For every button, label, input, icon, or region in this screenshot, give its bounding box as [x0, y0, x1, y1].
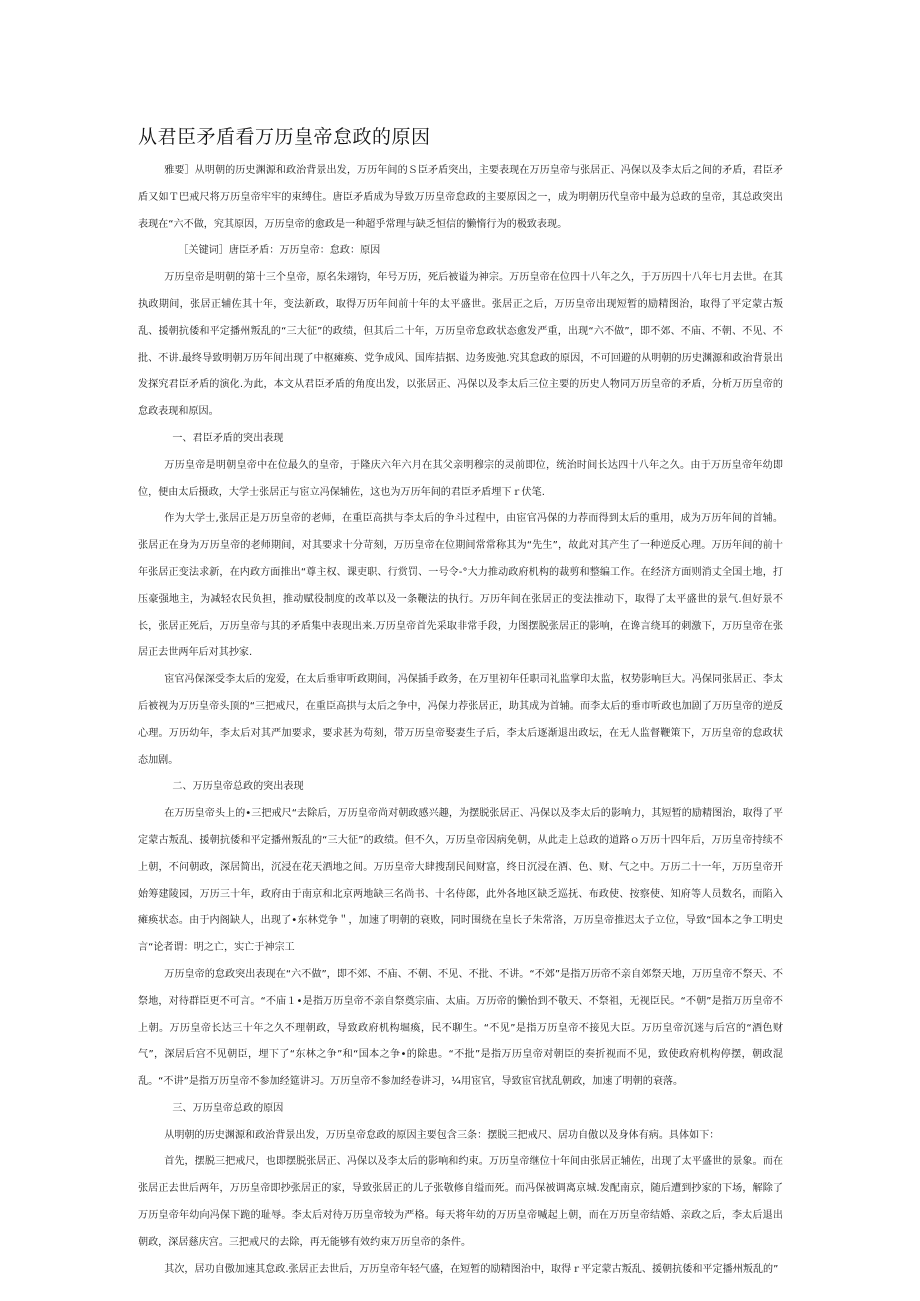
section-heading-2: 二、万历皇帝总政的突出表现	[172, 781, 304, 793]
section3-paragraph-2: 首先，摆脱三把戒尺，也即摆脱张居正、冯保以及李太后的影响和约束。万历皇帝继位十年间由张居正辅佐，出现了太平盛世的景象。而在张居正去世后两年，万历皇帝即抄张居正的家，导致张居正的儿子张敬修自缢而死。而冯保被调离京城.发配南京，随后遭到抄家的下场，解除了万历皇帝年幼向冯保下跪的耻辱。李太后对待万历皇帝较为严格。每天将年幼的万历皇帝喊起上朝，而在万历皇帝结婚、亲政之后，李太后退出朝政，深居慈庆宫。三把戒尺的去除，再无能够有效约束万历皇帝的条件。	[138, 1156, 783, 1248]
intro-paragraph: 万历皇帝是明朝的第十三个皇帝，原名朱翊钧，年号万历，死后被谥为神宗。万历皇帝在位四十八年之久，于万历四十八年七月去世。在其执政期间，张居正辅佐其十年，变法新政，取得万历年间前十年的太平盛世。张居正之后，万历皇帝出现短暂的励精图治，取得了平定蒙古叛乱、援朝抗倭和平定播州叛乱的“三大征”的政绩，但其后二十年，万历皇帝怠政状态愈发严重，出现“六不做”，即不郊、不庙、不朝、不见、不批、不讲.最终导致明朝万历年间出现了中枢瘫痪、党争成风、国库拮据、边务废弛.究其怠政的原因，不可回避的从明朝的历史渊源和政治背景出发探究君臣矛盾的演化.为此，本文从君臣矛盾的角度出发，以张居正、冯保以及李太后三位主要的历史人物同万历皇帝的矛盾，分析万历皇帝的怠政表现和原因。	[138, 272, 783, 418]
section2-paragraph-2: 万历皇帝的怠政突出表现在“六不做”，即不郊、不庙、不朝、不见、不批、不讲。“不郊”是指万历帝不亲自郊祭天地，万历皇帝不祭天、不祭地，对待群臣更不可言。“不庙１•是指万历皇帝不亲自祭奠宗庙、太庙。万历帝的懒怡到不敬天、不祭祖，无视臣民。“不朝”是指万历皇帝不上朝。万历皇帝长达三十年之久不理朝政，导致政府机构堀瘓，民不聊生。“不见”是指万历皇帝不接见大臣。万历皇帝沉迷与后宫的“酒色财气”，深居后宫不见朝臣，埋下了“东林之争”和“国本之争•的除患。“不批”是指万历皇帝对朝臣的奏折视而不见，致使政府机构停摆，朝政混乱。“不讲”是指万历皇帝不参加经筵讲习。万历皇帝不参加经卷讲习，¼用宦官，导致宦官扰乱朝政，加速了明朝的衰落。	[138, 968, 783, 1088]
section-heading-3: 三、万历皇帝总政的原因	[172, 1102, 284, 1114]
section1-paragraph-2: 作为大学士,张居正是万历皇帝的老师，在重臣高拱与李太后的争斗过程中，由宦官冯保的力荐而得到太后的重用，成为万历年间的首辅。张居正在身为万历皇帝的老师期间，对其要求十分苛刻，万历皇帝在位期间常常称其为“先生”，故此对其产生了一种逆反心理。万历年间的前十年张居正变法求新，在内政方面推出“尊主权、课吏职、行赏罚、一号令-°大力推动政府机构的裁剪和整编工作。在经济方面则消丈全国土地，打压豪强地主，为减轻农民负担，推动赋役制度的改革以及一条鞭法的执行。万历年间在张居正的变法推动下，取得了太平盛世的景气.但好景不长，张居正死后，万历皇帝与其的矛盾集中表现出来.万历皇帝首先采取非常手段，力图摆脱张居正的影响，在谗言绕耳的刺激下，万历皇帝在张居正去世两年后对其抄家.	[138, 513, 783, 659]
document-body	[138, 158, 783, 1283]
section3-paragraph-1: 从明朝的历史渊源和政治背景出发，万历皇帝怠政的原因主要包含三条：摆脱三把戒尺、居功自傲以及身体有病。具体如下：	[164, 1129, 720, 1141]
keywords-line: ［关键词］唐臣矛盾：万历皇帝：怠政：原因	[178, 245, 381, 257]
section1-paragraph-3: 宦官冯保深受李太后的宠爱，在太后垂审听政期间，冯保插手政务，在万里初年任职司礼监掌印太监，权势影响巨大。冯保同张居正、李太后被视为万历皇帝头顶的“三把戒尺，在重臣高拱与太后之争中，冯保力荐张居正，助其成为首辅。而李太后的垂市听政也加剧了万历皇帝的逆反心理。万历幼年，李太后对其严加要求，要求甚为苟刻，带万历皇帝娶妻生子后，李太后逐渐退出政坛，在无人监督鞭策下，万历皇帝的怠政状态加剧。	[138, 674, 783, 766]
section2-paragraph-1: 在万历皇帝头上的•三把戒尺“去除后，万历皇帝尚对朝政感兴趣，为摆脱张居正、冯保以及李太后的影响力，其短暂的励精图治，取得了平定蒙古叛乱、援朝抗倭和平定播州叛乱的“三大征”的政绩。但不久，万历皇帝因病免朝，从此走上总政的道路ｏ万历十四年后，万历皇帝持续不上朝，不问朝政，深居简出，沉浸在花天酒地之间。万历皇帝大肆搜刮民间财富，终日沉浸在酒、色、财、气之中。万历二十一年，万历皇帝开始筹建陵园，万历三十年，政府由于南京和北京两地缺三名尚书、十名侍郎，此外各地区缺乏巡抚、布政使、按察使、知府等人员数名，而陷入瘫痪状态。由于内阁缺人，出现了•东林党争＂，加速了明朝的衰败，同时围绕在皇长子朱常洛，万历皇帝推迟太子立位，导致“国本之争工明史言“论者谓：明之亡，实亡于神宗工	[138, 808, 783, 954]
section1-paragraph-1: 万历皇帝是明朝皇帝中在位最久的皇帝，于隆庆六年六月在其父亲明穆宗的灵前即位，统治时间长达四十八年之久。由于万历皇帝年幼即位，便由太后摄政，大学士张居正与宦立冯保辅佐，这也为万历年间的君臣矛盾埋下ｒ伏笔.	[138, 459, 783, 498]
abstract-paragraph: 雅要］从明朝的历史渊源和政治背景出发，万历年间的Ｓ臣矛盾突出，主要表现在万历皇帝与张居正、冯保以及李太后之间的矛盾，君臣矛盾又如Ｔ巴戒尺将万历皇帝牢牢的束缚住。唐臣矛盾成为导致万历皇帝怠政的主要原因之一，成为明朝历代皇帝中最为总政的皇帝，其总政突出表现在“六不做，究其原因，万历皇帝的愈政是一种超乎常理与缺乏恒信的懒惰行为的极致表现。	[138, 165, 783, 230]
section-heading-1: 一、君臣矛盾的突出表现	[172, 432, 284, 444]
document-title: 从君臣矛盾看万历皇帝怠政的原因	[138, 126, 431, 148]
section3-paragraph-3: 其次，居功自傲加速其怠政.张居正去世后，万历皇帝年轻气盛，在短暂的励精图治中，取得ｒ平定蒙古叛乱、援朝抗倭和平定播州叛乱的”	[164, 1263, 779, 1275]
